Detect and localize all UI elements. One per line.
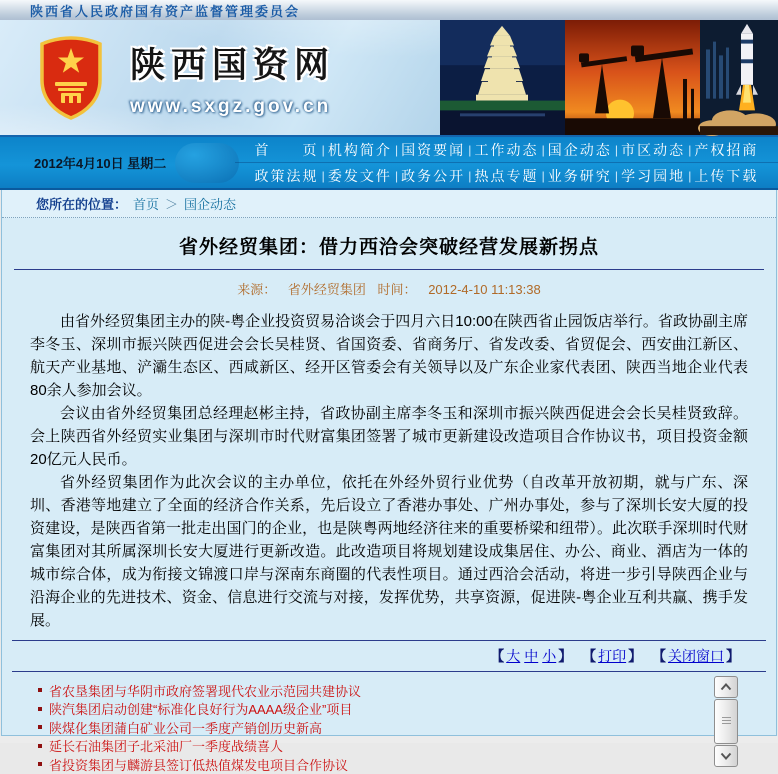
square-bullet-icon bbox=[38, 725, 42, 729]
nav-separator: | bbox=[468, 168, 472, 183]
font-medium-link[interactable]: 中 bbox=[524, 648, 539, 664]
nav-separator: | bbox=[468, 142, 472, 157]
site-logo[interactable] bbox=[0, 20, 440, 135]
bracket: 】 bbox=[628, 648, 643, 664]
time-value: 2012-4-10 11:13:38 bbox=[428, 282, 541, 297]
close-group bbox=[652, 648, 740, 664]
nav-item-about[interactable]: 机构简介 bbox=[327, 141, 392, 158]
print-group bbox=[582, 648, 642, 664]
nav-item-policies[interactable]: 政策法规 bbox=[254, 167, 319, 184]
nav-item-documents[interactable]: 委发文件 bbox=[327, 167, 392, 184]
article-toolbar bbox=[12, 640, 766, 672]
square-bullet-icon bbox=[38, 707, 42, 711]
bracket: 【 bbox=[490, 648, 505, 664]
nav-item-soe-news[interactable]: 国企动态 bbox=[547, 141, 612, 158]
source-value: 省外经贸集团 bbox=[287, 282, 366, 297]
article-paragraph: 由省外经贸集团主办的陕-粤企业投资贸易洽谈会于四月六日10:00在陕西省止园饭店举行。省政协副主席李冬玉、深圳市振兴陕西促进会会长吴桂贤、省国资委、省商务厅、省发改委、省贸促会、西安曲江新区、航天产业基地、浐灞生态区、西咸新区、经开区管委会有关领导以及广东企业家代表团、陕西当地企业代表80余人参加会议。 bbox=[30, 313, 748, 399]
site-name: 陕西国资网 bbox=[130, 45, 336, 85]
square-bullet-icon bbox=[38, 762, 42, 766]
national-emblem-icon bbox=[38, 36, 104, 120]
font-small-link[interactable]: 小 bbox=[542, 648, 557, 664]
nav-item-gov-affairs[interactable]: 政务公开 bbox=[401, 167, 466, 184]
related-link[interactable]: 省投资集团与麟游县签订低热值煤发电项目合作协议 bbox=[49, 757, 349, 773]
related-link[interactable]: 省农垦集团与华阴市政府签署现代农业示范园共建协议 bbox=[49, 683, 362, 699]
thumb-grip-icon bbox=[722, 717, 731, 726]
nav-separator: | bbox=[614, 142, 619, 157]
nav-item-district-news[interactable]: 市区动态 bbox=[621, 141, 686, 158]
related-scrollbar[interactable] bbox=[714, 676, 738, 767]
gov-org-title: 陕西省人民政府国有资产监督管理委员会 bbox=[30, 3, 301, 19]
list-item bbox=[38, 737, 696, 756]
date-display: 2012年4月10日 星期二 bbox=[0, 137, 235, 188]
oil-pumps-sunset-photo bbox=[565, 20, 700, 135]
nav-separator: | bbox=[688, 142, 692, 157]
nav-separator: | bbox=[394, 168, 399, 183]
scroll-down-button[interactable] bbox=[714, 745, 738, 767]
bracket: 【 bbox=[652, 648, 666, 664]
nav-item-property-rights[interactable]: 产权招商 bbox=[694, 141, 759, 158]
chevron-down-icon bbox=[720, 752, 732, 760]
brand-area bbox=[0, 20, 440, 135]
list-item bbox=[38, 681, 696, 700]
nav-item-work-news[interactable]: 工作动态 bbox=[474, 141, 539, 158]
content-area bbox=[1, 190, 777, 773]
site-url: www.sxgz.gov.cn bbox=[130, 95, 332, 117]
bracket: 】 bbox=[558, 648, 573, 664]
rocket-launch-photo bbox=[700, 20, 778, 135]
pagoda-night-photo bbox=[440, 20, 565, 135]
nav-item-home[interactable]: 首 页 bbox=[254, 141, 319, 158]
chevron-up-icon bbox=[720, 683, 732, 691]
nav-item-soa-news[interactable]: 国资要闻 bbox=[401, 141, 466, 158]
site-header bbox=[0, 20, 778, 137]
article-body bbox=[2, 300, 776, 632]
nav-item-research[interactable]: 业务研究 bbox=[547, 167, 612, 184]
window-title-bar bbox=[0, 0, 778, 20]
nav-row-primary bbox=[235, 137, 778, 162]
nav-menus bbox=[235, 137, 778, 188]
square-bullet-icon bbox=[38, 688, 42, 692]
list-item bbox=[38, 755, 696, 774]
close-window-link[interactable]: 关闭窗口 bbox=[668, 648, 724, 664]
related-link[interactable]: 陕汽集团启动创建“标准化良好行为AAAA级企业”项目 bbox=[49, 702, 353, 718]
list-item bbox=[38, 718, 696, 737]
brand-text bbox=[130, 38, 335, 118]
breadcrumb-home-link[interactable]: 首页 bbox=[133, 197, 160, 212]
related-link[interactable]: 延长石油集团子北采油厂一季度战绩喜人 bbox=[49, 739, 284, 755]
breadcrumb bbox=[2, 190, 776, 218]
article-meta bbox=[2, 270, 776, 300]
bracket: 】 bbox=[726, 648, 740, 664]
nav-item-downloads[interactable]: 上传下载 bbox=[694, 167, 759, 184]
related-link[interactable]: 陕煤化集团蒲白矿业公司一季度产销创历史新高 bbox=[49, 720, 323, 736]
nav-separator: | bbox=[541, 168, 545, 183]
breadcrumb-separator: ＞ bbox=[165, 197, 179, 212]
article-paragraph: 省外经贸集团作为此次会议的主办单位，依托在外经外贸行业优势（自改革开放初期，就与广东、深圳、香港等地建立了全面的经济合作关系，先后设立了香港办事处、广州办事处，参与了深圳长安大厦的投资建设，是陕西省第一批走出国门的企业，也是陕粤两地经济往来的重要桥梁和纽带）。此次联手深圳时代财富集团对其所属深圳长安大厦进行更新改造。此改造项目将规划建设成集居住、办公、商业、酒店为一体的城市综合体，成为衔接文锦渡口岸与深南东商圈的代表性项目。通过西洽会活动，将进一步引导陕西企业与沿海企业的先进技术、资金、信息进行交流与对接，发挥优势，共享资源，促进陕-粤企业互利共赢、携手发展。 bbox=[30, 474, 748, 629]
bracket: 【 bbox=[582, 648, 597, 664]
related-list bbox=[38, 681, 696, 774]
nav-separator: | bbox=[541, 142, 545, 157]
square-bullet-icon bbox=[38, 744, 42, 748]
font-size-group bbox=[490, 648, 572, 664]
scroll-thumb[interactable] bbox=[714, 699, 738, 744]
main-nav bbox=[0, 137, 778, 190]
nav-separator: | bbox=[688, 168, 692, 183]
nav-separator: | bbox=[394, 142, 399, 157]
header-photo-montage bbox=[440, 20, 778, 135]
nav-separator: | bbox=[321, 168, 325, 183]
list-item bbox=[38, 700, 696, 719]
nav-item-study[interactable]: 学习园地 bbox=[621, 167, 686, 184]
font-large-link[interactable]: 大 bbox=[506, 648, 521, 664]
article-paragraph: 会议由省外经贸集团总经理赵彬主持，省政协副主席李冬玉和深圳市振兴陕西促进会会长吴桂贤致辞。会上陕西省外经贸实业集团与深圳市时代财富集团签署了城市更新建设改造项目合作协议书，项目投资金额20亿元人民币。 bbox=[30, 405, 748, 468]
scroll-up-button[interactable] bbox=[714, 676, 738, 698]
nav-separator: | bbox=[321, 142, 325, 157]
article-title: 省外经贸集团：借力西洽会突破经营发展新拐点 bbox=[178, 237, 599, 258]
source-label: 来源： bbox=[237, 282, 277, 297]
related-news-list bbox=[2, 672, 776, 773]
nav-row-secondary bbox=[235, 162, 778, 188]
nav-separator: | bbox=[614, 168, 619, 183]
time-label: 时间： bbox=[377, 282, 417, 297]
nav-item-hot-topics[interactable]: 热点专题 bbox=[474, 167, 539, 184]
breadcrumb-current-link[interactable]: 国企动态 bbox=[184, 197, 237, 212]
breadcrumb-label: 您所在的位置： bbox=[36, 197, 128, 212]
print-link[interactable]: 打印 bbox=[598, 648, 627, 664]
